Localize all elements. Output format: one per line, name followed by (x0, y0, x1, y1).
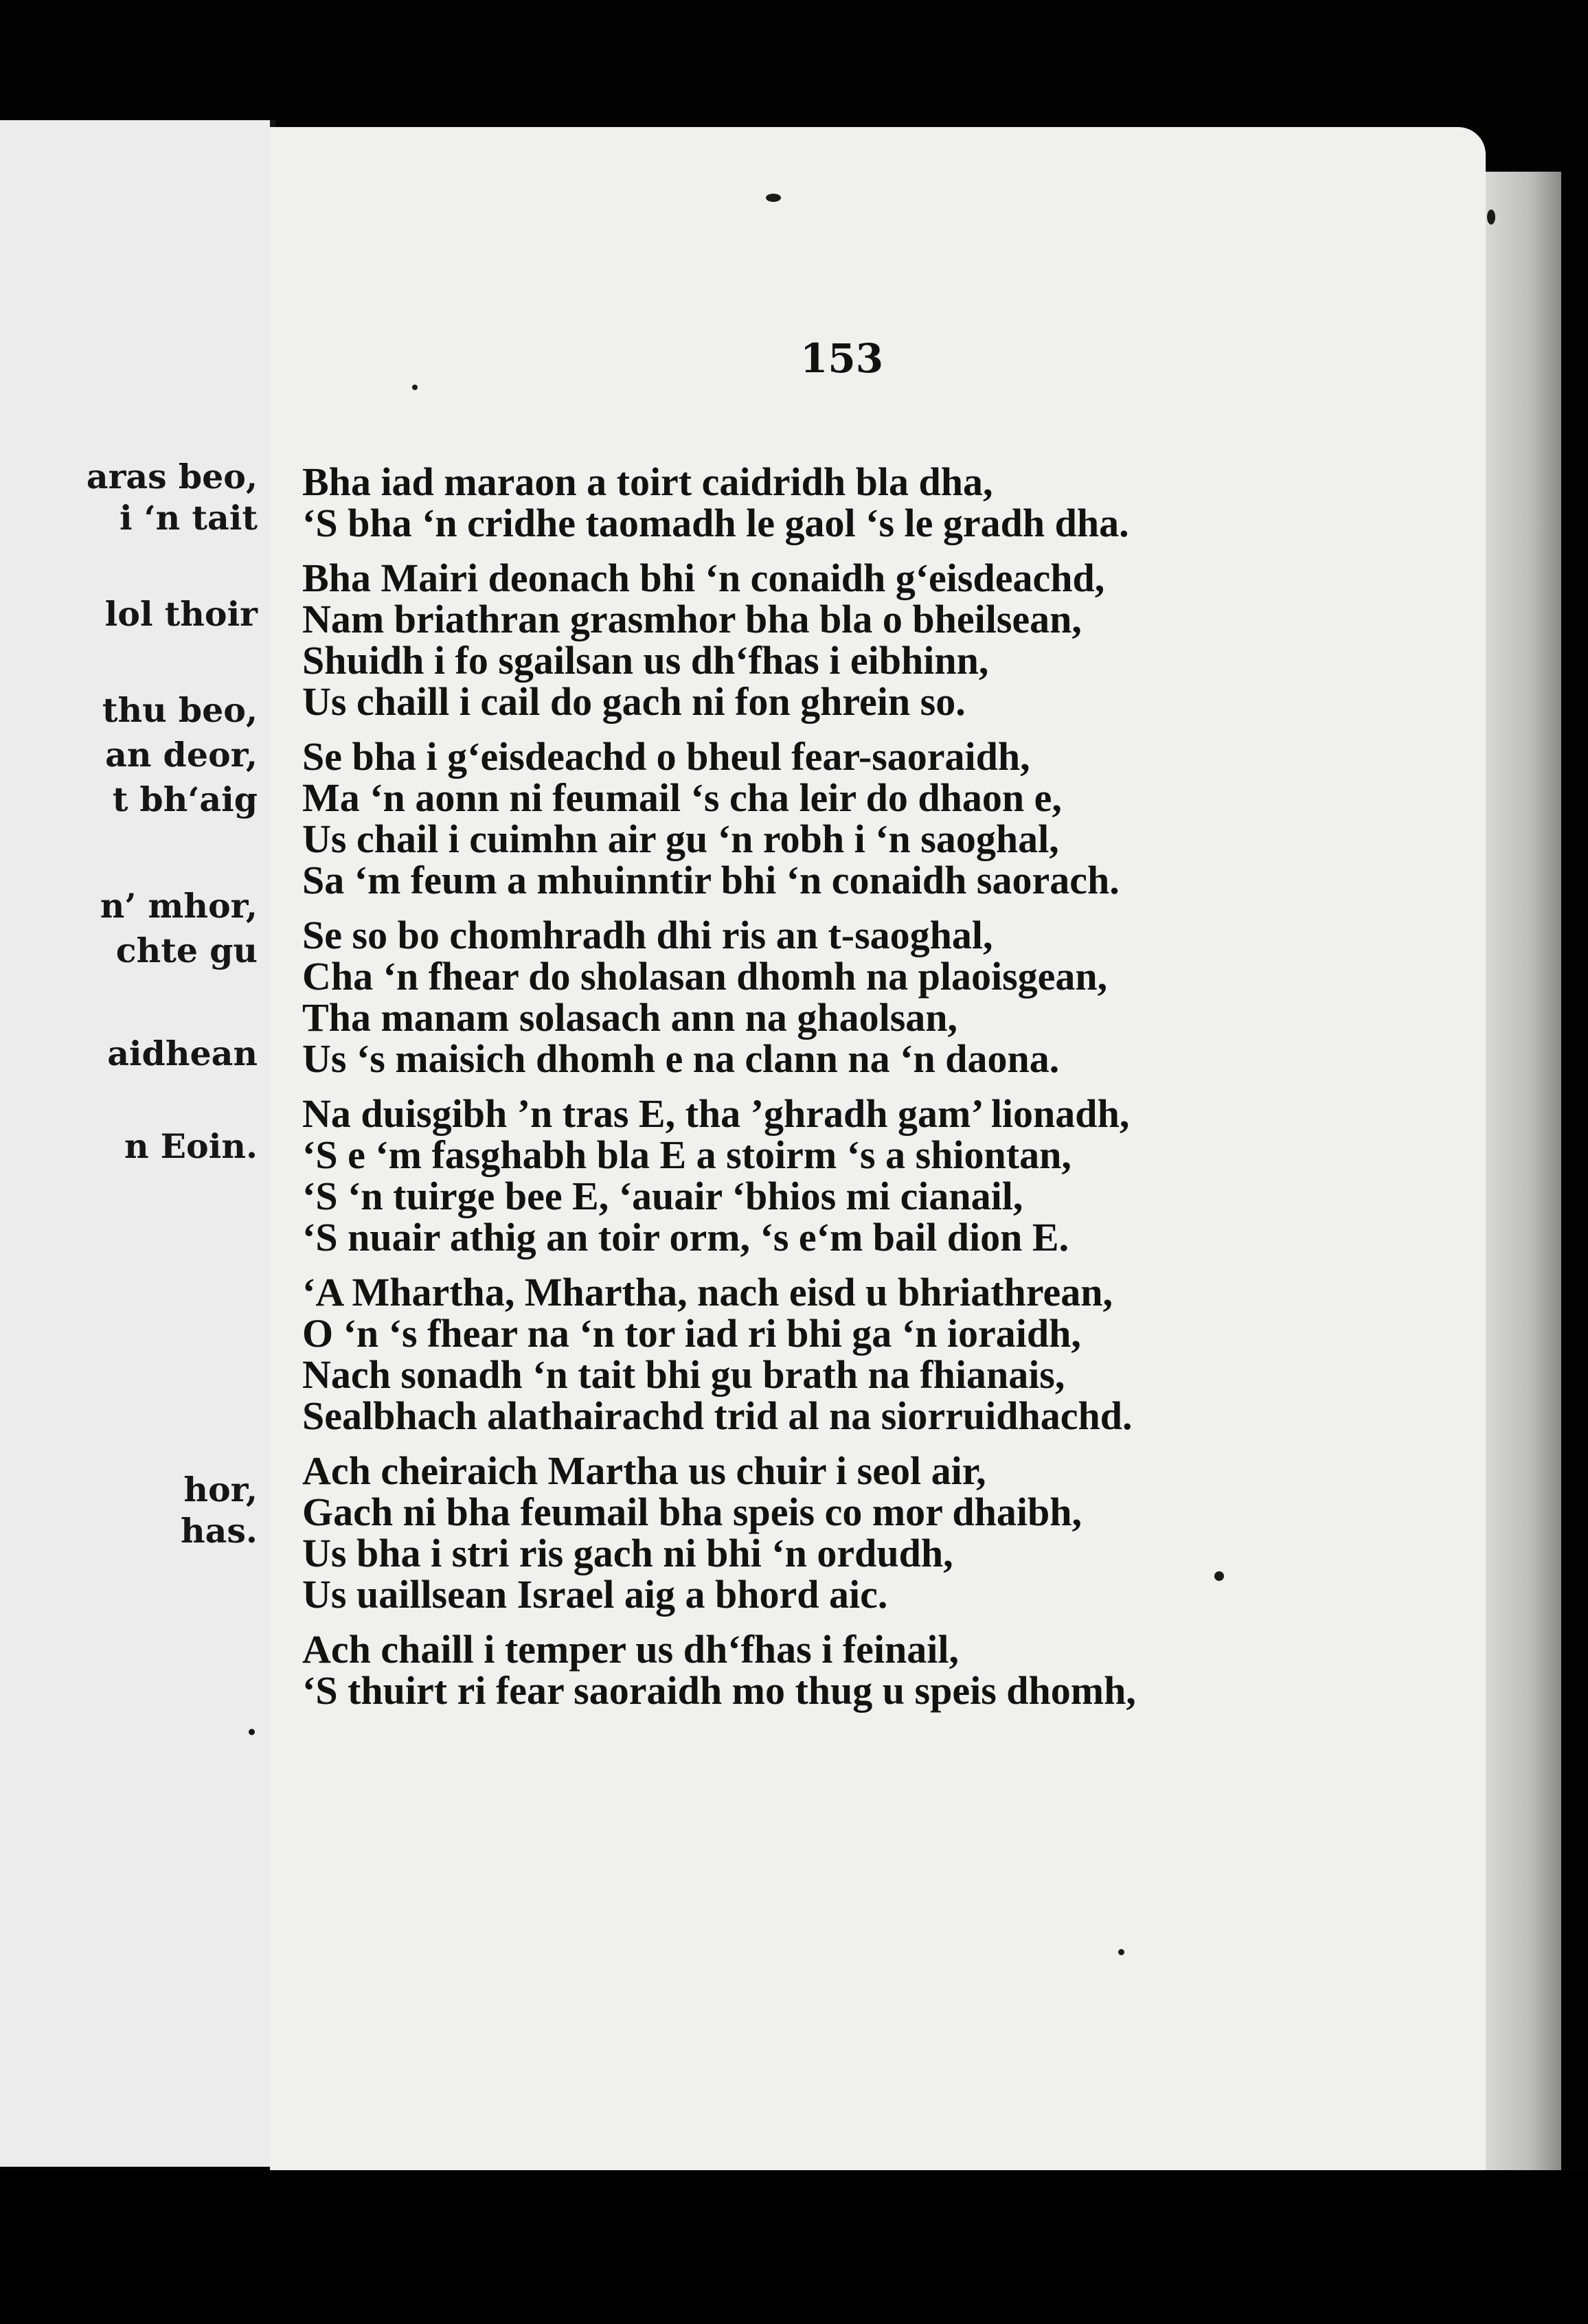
verse-line: Us uaillsean Israel aig a bhord aic. (302, 1572, 888, 1617)
verse-line: Ach cheiraich Martha us chuir i seol air, (302, 1448, 986, 1493)
ink-speck (1118, 1949, 1124, 1955)
verse-line: Us ‘s maisich dhomh e na clann na ‘n daona. (302, 1036, 1060, 1081)
verse-line: ‘S thuirt ri fear saoraidh mo thug u speis dhomh, (302, 1668, 1136, 1713)
poem-text (302, 459, 1278, 1725)
stanza (302, 1629, 1278, 1711)
verse-line: ‘S bha ‘n cridhe taomadh le gaol ‘s le gradh dha. (302, 501, 1129, 545)
verse-line: Bha Mairi deonach bhi ‘n conaidh g‘eisdeachd, (302, 556, 1105, 600)
verse-line: ‘S nuair athig an toir orm, ‘s e‘m bail dion E. (302, 1215, 1069, 1260)
left-page-fragment: has. (180, 1511, 258, 1551)
ink-speck (766, 194, 781, 202)
left-page-fragment: i ‘n tait (119, 498, 258, 538)
ink-speck (412, 385, 418, 390)
left-page-fragment: n Eoin. (124, 1126, 258, 1166)
left-page-fragment: thu beo, (102, 690, 258, 730)
verse-line: Nam briathran grasmhor bha bla o bheilsean, (302, 597, 1082, 641)
left-page-fragment: t bh‘aig (112, 779, 258, 819)
left-page-fragment: aidhean (107, 1034, 258, 1073)
stanza (302, 1093, 1278, 1258)
verse-line: Bha iad maraon a toirt caidridh bla dha, (302, 459, 993, 504)
verse-line: Gach ni bha feumail bha speis co mor dhaibh, (302, 1490, 1082, 1534)
verse-line: Nach sonadh ‘n tait bhi gu brath na fhianais, (302, 1352, 1065, 1397)
stanza (302, 736, 1278, 901)
stanza (302, 459, 1278, 545)
left-page-fragment: n’ mhor, (100, 886, 258, 926)
verse-line: Tha manam solasach ann na ghaolsan, (302, 995, 958, 1040)
scan-border (0, 2170, 1588, 2324)
verse-line: Sa ‘m feum a mhuinntir bhi ‘n conaidh saorach. (302, 858, 1120, 902)
verse-line: Se so bo chomhradh dhi ris an t-saoghal, (302, 913, 993, 957)
verse-line: Na duisgibh ’n tras E, tha ’ghradh gam’ lionadh, (302, 1091, 1130, 1136)
stanza (302, 1450, 1278, 1615)
verse-line: Us bha i stri ris gach ni bhi ‘n ordudh, (302, 1531, 953, 1575)
verse-line: ‘A Mhartha, Mhartha, nach eisd u bhriathrean, (302, 1270, 1113, 1314)
ink-speck (1214, 1571, 1224, 1581)
left-page-fragment: . (245, 1703, 258, 1743)
ink-speck (1487, 209, 1495, 225)
stanza (302, 558, 1278, 722)
stanza (302, 1272, 1278, 1437)
verse-line: Ach chaill i temper us dh‘fhas i feinail, (302, 1627, 959, 1672)
verse-line: Sealbhach alathairachd trid al na siorruidhachd. (302, 1393, 1133, 1438)
left-page-fragment: lol thoir (104, 594, 258, 634)
left-page-fragment: aras beo, (86, 457, 258, 497)
verse-line: ‘S ‘n tuirge bee E, ‘auair ‘bhios mi cianail, (302, 1174, 1023, 1218)
page-number: 153 (800, 335, 884, 382)
verse-line: O ‘n ‘s fhear na ‘n tor iad ri bhi ga ‘n ioraidh, (302, 1311, 1081, 1356)
left-page-fragment: hor, (183, 1470, 258, 1510)
verse-line: Us chail i cuimhn air gu ‘n robh i ‘n saoghal, (302, 817, 1059, 861)
left-page-fragment: chte gu (115, 931, 258, 970)
verse-line: Se bha i g‘eisdeachd o bheul fear-saoraidh, (302, 734, 1030, 779)
verse-line: Shuidh i fo sgailsan us dh‘fhas i eibhinn, (302, 638, 989, 683)
verse-line: Ma ‘n aonn ni feumail ‘s cha leir do dhaon e, (302, 775, 1062, 820)
left-page-fragment: an deor, (105, 735, 258, 775)
left-page-edge (0, 120, 275, 2167)
stanza (302, 915, 1278, 1080)
verse-line: ‘S e ‘m fasghabh bla E a stoirm ‘s a shiontan, (302, 1132, 1071, 1177)
page-edge-shadow (1486, 172, 1561, 2170)
verse-line: Us chaill i cail do gach ni fon ghrein so. (302, 679, 966, 724)
verse-line: Cha ‘n fhear do sholasan dhomh na plaoisgean, (302, 954, 1108, 999)
